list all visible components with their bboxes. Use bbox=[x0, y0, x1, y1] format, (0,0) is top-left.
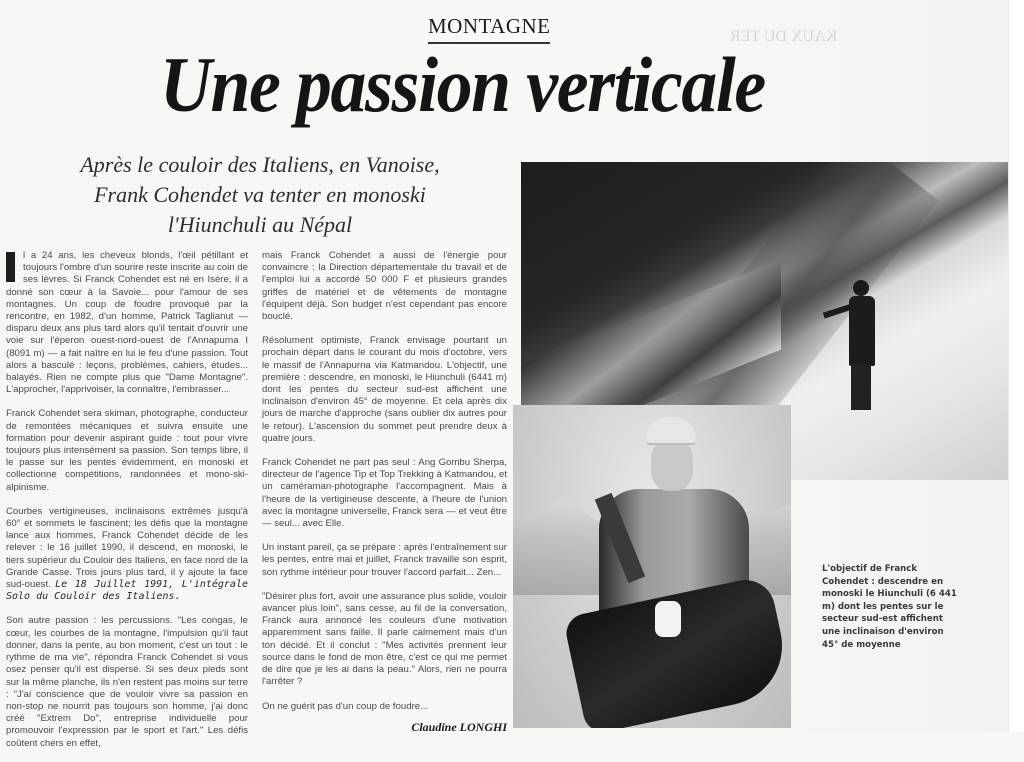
paragraph: Franck Cohendet sera skiman, photographe, conducteur de remontées mécaniques et suivra ensuite une formation pour devenir aspirant guide : tout pour vivre toujours plus intensément sa passion. Son temps libre, il le passe sur les pentes évidemment, en monoski et collectionne compétitions, randonnées et mono-ski-alpinisme. bbox=[6, 408, 248, 493]
article-column-2 bbox=[262, 250, 507, 733]
bleed-through-text: KAUX DU TER bbox=[730, 28, 838, 45]
handwritten-note: Le 18 Juillet 1991, L'intégrale Solo du Couloir des Italiens. bbox=[6, 579, 248, 603]
article-column-1 bbox=[6, 250, 248, 762]
paragraph: Franck Cohendet ne part pas seul : Ang Gombu Sherpa, directeur de l'agence Tip et Top Trekking à Katmandou, et un caméraman-photographe l'accompagnent. Mais à l'heure de la vertigineuse descente, à l'heure de l'union avec la montagne universelle, Franck sera — et veut être — seul... avec Elle. bbox=[262, 457, 507, 530]
headline: Une passion verticale bbox=[160, 41, 765, 128]
paragraph: On ne guérit pas d'un coup de foudre... bbox=[262, 700, 429, 712]
photo-caption: L'objectif de Franck Cohendet : descendre en monoski le Hiunchuli (6 441 m) dont les pentes sur le secteur sud-est affichent une inclinaison d'environ 45° de moyenne bbox=[822, 564, 957, 650]
skier-figure bbox=[839, 280, 883, 412]
glove bbox=[655, 601, 681, 637]
deck-line-3: l'Hiunchuli au Népal bbox=[167, 212, 353, 237]
paragraph: Un instant pareil, ça se prépare : après l'entraînement sur les pentes, entre mai et juillet, Franck travaille son esprit, son rythme intérieur pour trouver l'accord parfait... Zen... bbox=[262, 542, 507, 578]
deck bbox=[30, 150, 490, 240]
deck-line-1: Après le couloir des Italiens, en Vanoise, bbox=[80, 152, 440, 177]
byline: Claudine LONGHI bbox=[411, 719, 507, 734]
ski-boots bbox=[563, 574, 791, 728]
section-label: MONTAGNE bbox=[428, 14, 550, 44]
paragraph: l a 24 ans, les cheveux blonds, l'œil pétillant et toujours l'ombre d'un sourire reste inscrite au coin de ses lèvres. Si Franck Cohendet est né en Isère, il a donné son cœur à la Savoie... pour l'amour de ses montagnes. Un coup de foudre provoqué par la rencontre, en 1982, d'un homme, Patrick Taglianut — disparu deux ans plus tard alors qu'il tentait d'ouvrir une voie sur l'éperon ouest-nord-ouest de l'Annapurna I (8091 m) — a fait naître en lui le feu d'une passion. Tout alors a basculé : leçons, problèmes, cahiers, études... balayés. Rien ne compte plus que "Dame Montagne". L'approcher, l'apprivoiser, la connaître, l'embrasser... bbox=[6, 250, 248, 396]
drop-cap bbox=[6, 252, 15, 282]
person-cap bbox=[646, 417, 696, 445]
paragraph: Résolument optimiste, Franck envisage pourtant un prochain départ dans le courant du mois d'octobre, vers le massif de l'Annapurna via Katmandou. L'objectif, une première : descendre, en monoski, le Hiunchuli (6441 m) dont les pentes du secteur sud-est affichent une inclinaison d'environ 45° de moyenne. Et cela après dix jours de marche d'approche (sans oublier dix autres pour le retour). L'ascension du sommet peut prendre deux à quatre jours. bbox=[262, 335, 507, 444]
page-edge bbox=[1008, 0, 1024, 732]
paragraph: mais Franck Cohendet a aussi de l'énergie pour convaincre : la Direction départementale du travail et de l'emploi lui a accordé 50 000 F et plusieurs grandes griffes de matériel et de vêtements de montagne l'équipent déjà. Son budget n'est cependant pas encore bouclé. bbox=[262, 250, 507, 323]
deck-line-2: Frank Cohendet va tenter en monoski bbox=[94, 182, 426, 207]
person-face bbox=[651, 439, 693, 491]
paragraph: Son autre passion : les percussions. "Les congas, le cœur, les courbes de la montagne, l'impulsion qu'il faut donner, dans la pente, au bon moment, c'est un tout : le rythme de ma vie", répondra Franck Cohendet si vous osez penser qu'il est dispersé. Si ses deux pieds sont sur la même planche, ils n'en restent pas moins sur terre : "J'ai conscience que de vouloir vivre sa passion en non-stop ne nourrit pas toujours son homme, j'ai donc créé "Extrem Do", entreprise individuelle pour promouvoir l'expression par le sport et l'art." Les défis coûtent chers en effet, bbox=[6, 615, 248, 749]
photo-portrait bbox=[513, 405, 791, 728]
paragraph: "Désirer plus fort, avoir une assurance plus solide, vouloir avancer plus loin", sans cesse, au fil de la conversation, Franck aura annoncé les couleurs d'une motivation apparemment sans faille. Il parle calmement mais d'un ton décidé. Et il conclut : "Mes activités prennent leur source dans le fond de mon être, c'est ce qui me permet de dire que je les ai dans la peau." Alors, rien ne pourra l'arrêter ? bbox=[262, 590, 507, 688]
paragraph: Courbes vertigineuses, inclinaisons extrêmes jusqu'à 60° et sommets le fascinent; les défis que la montagne lance aux hommes, Franck Cohendet décide de les relever : le 16 juillet 1990, il descend, en monoski, le tiers supérieur du Couloir des Italiens, en face nord de la Grande Casse. Trois jours plus tard, il y ajoute la face sud-ouest. Le 18 Juillet 1991, L'intégrale Solo du Couloir des Italiens. bbox=[6, 505, 248, 603]
